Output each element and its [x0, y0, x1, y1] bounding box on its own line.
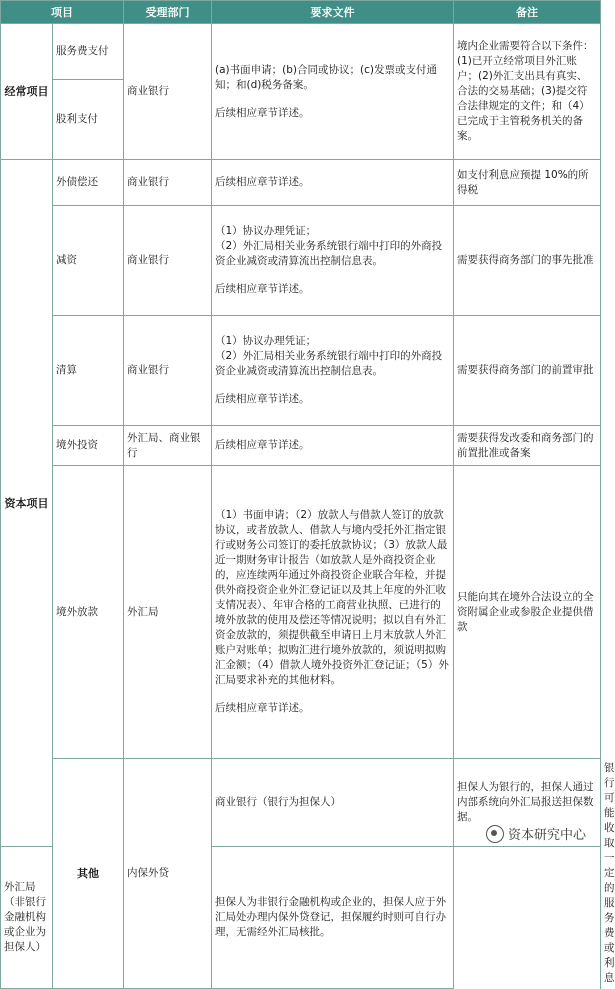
table-row [1, 466, 601, 759]
req-odi: 后续相应章节详述。 [212, 426, 454, 466]
dept-loan: 外汇局 [124, 466, 212, 759]
dept-regular: 商业银行 [124, 24, 212, 160]
note-loan: 只能向其在境外合法设立的全资附属企业或参股企业提供借款 [454, 466, 601, 759]
note-odi: 需要获得发改委和商务部门的前置批准或备案 [454, 426, 601, 466]
item-capital-reduction: 减资 [53, 206, 124, 316]
note-liquidation: 需要获得商务部门的前置审批 [454, 316, 601, 426]
dept-liquidation: 商业银行 [124, 316, 212, 426]
table-row [1, 24, 601, 80]
category-other: 其他 [53, 759, 124, 989]
dept-reduction: 商业银行 [124, 206, 212, 316]
table-row [1, 160, 601, 206]
req-loan: （1）书面申请；（2）放款人与借款人签订的放款协议，或者放款人、借款人与境内受托外汇指定银行或财务公司签订的委托放款协议；（3）放款人最近一期财务审计报告（如放款人是外商投资企业的，应连续两年通过外商投资企业联合年检，并提供外商投资企业外汇登记证以及其上年度的外汇收支情况表）、年审合格的工商营业执照、已进行的境外放款的使用及偿还等情况说明；拟以自有外汇资金放款的，须提供截至申请日上月末放款人外汇账户对账单；拟购汇进行境外放款的，须说明拟购汇金额；（4）借款人境外投资外汇登记证；（5）外汇局要求补充的其他材料。 后续相应章节详述。 [212, 466, 454, 759]
dept-guarantee-safe: 外汇局（非银行金融机构或企业为担保人） [1, 847, 53, 989]
item-dividend: 股利支付 [53, 80, 124, 160]
req-guarantee-safe: 担保人为非银行金融机构或企业的，担保人应于外汇局处办理内保外贷登记，担保履约时则可自行办理，无需经外汇局核批。 [212, 847, 454, 989]
table-row [1, 316, 601, 426]
table-row: 其他 内保外贷 商业银行（银行为担保人） 担保人为银行的，担保人通过内部系统向外汇局报送担保数据。 银行可能收取一定的服务费或利息 [1, 759, 601, 847]
table-row [1, 426, 601, 466]
item-service-fee: 服务费支付 [53, 24, 124, 80]
watermark-text: 资本研究中心 [507, 828, 586, 843]
category-regular: 经常项目 [1, 24, 53, 160]
item-outbound-investment: 境外投资 [53, 426, 124, 466]
header-dept: 受理部门 [124, 1, 212, 24]
category-capital: 资本项目 [1, 160, 53, 847]
header-notes: 备注 [454, 1, 601, 24]
item-liquidation: 清算 [53, 316, 124, 426]
dept-odi: 外汇局、商业银行 [124, 426, 212, 466]
note-reduction: 需要获得商务部门的事先批准 [454, 206, 601, 316]
table-row [1, 206, 601, 316]
req-regular: (a)书面申请；(b)合同或协议；(c)发票或支付通知；和(d)税务备案。 后续相应章节详述。 [212, 24, 454, 160]
note-debt: 如支付利息应预提 10%的所得税 [454, 160, 601, 206]
note-regular: 境内企业需要符合以下条件：(1)已开立经常项目外汇账户；(2)外汇支出具有真实、合法的交易基础；(3)提交符合法律规定的文件；和（4）已完成于主管税务机关的备案。 [454, 24, 601, 160]
item-overseas-lending: 境外放款 [53, 466, 124, 759]
item-debt-repayment: 外债偿还 [53, 160, 124, 206]
req-guarantee-bank: 担保人为银行的，担保人通过内部系统向外汇局报送担保数据。 [454, 759, 601, 847]
req-reduction: （1）协议办理凭证； （2）外汇局相关业务系统银行端中打印的外商投资企业减资或清算流出控制信息表。 后续相应章节详述。 [212, 206, 454, 316]
item-cross-border-guarantee: 内保外贷 [124, 759, 212, 989]
header-requirements: 要求文件 [212, 1, 454, 24]
header-item: 项目 [1, 1, 124, 24]
dept-debt: 商业银行 [124, 160, 212, 206]
req-debt: 后续相应章节详述。 [212, 160, 454, 206]
dept-guarantee-bank: 商业银行（银行为担保人） [212, 759, 454, 847]
wechat-logo-icon [486, 825, 504, 843]
req-liquidation: （1）协议办理凭证； （2）外汇局相关业务系统银行端中打印的外商投资企业减资或清算流出控制信息表。 后续相应章节详述。 [212, 316, 454, 426]
watermark [486, 824, 586, 843]
